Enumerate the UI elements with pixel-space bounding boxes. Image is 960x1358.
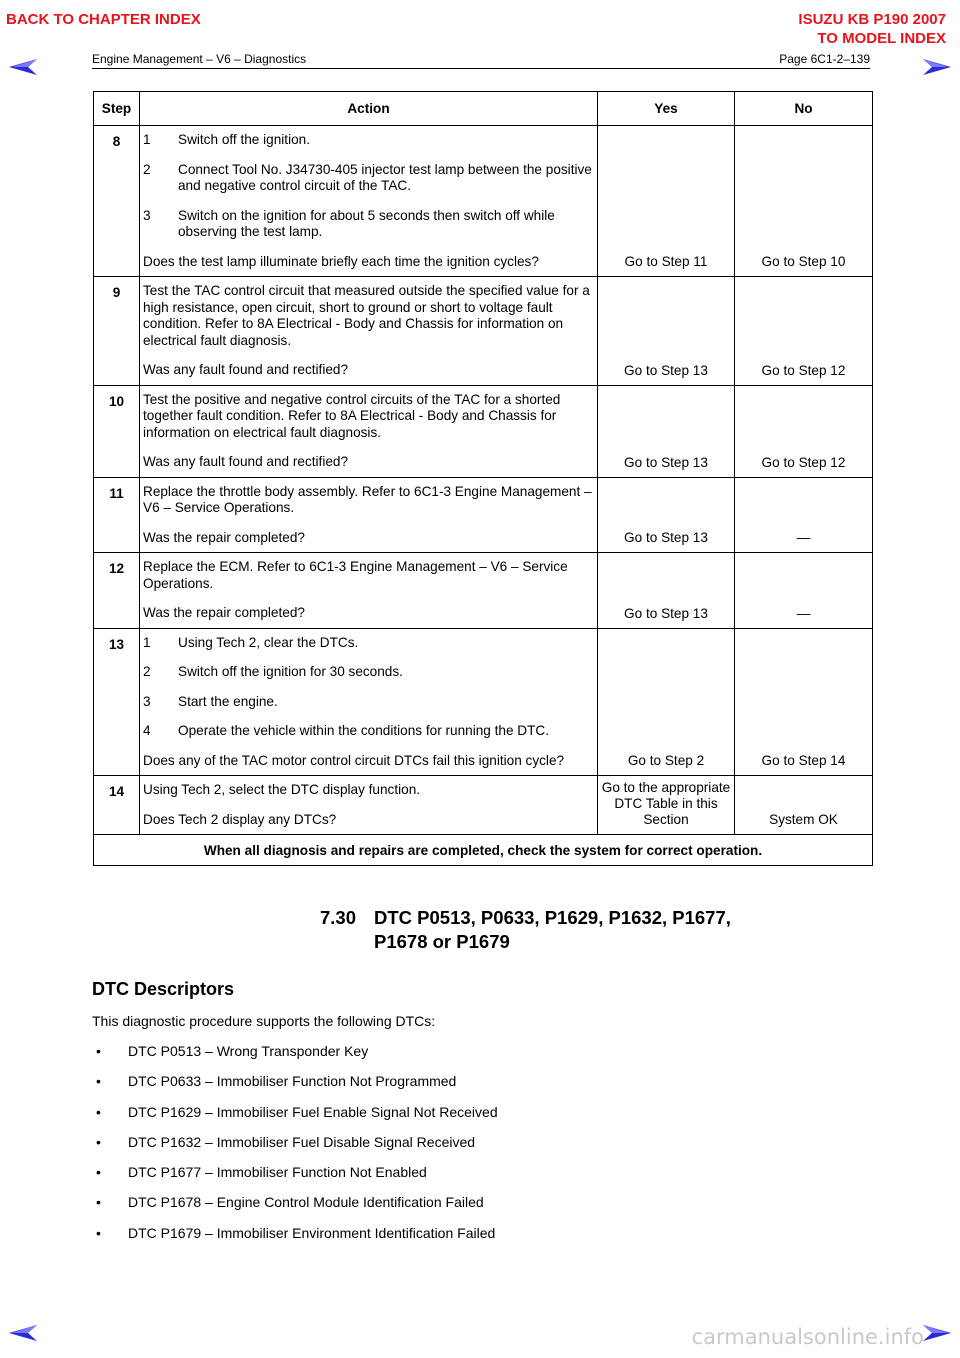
dtc-item-text: DTC P1632 – Immobiliser Fuel Disable Signal Received: [128, 1133, 476, 1150]
section-title-line1: DTC P0513, P0633, P1629, P1632, P1677,: [374, 907, 731, 928]
action-paragraph: Replace the throttle body assembly. Refer to 6C1-3 Engine Management – V6 – Service Operations.: [143, 483, 592, 515]
list-item: [92, 1104, 498, 1134]
bullet-icon: •: [96, 1133, 101, 1150]
item-number: 2: [143, 664, 151, 679]
list-item: [92, 1073, 498, 1103]
action-paragraph: Replace the ECM. Refer to 6C1-3 Engine Management – V6 – Service Operations.: [143, 559, 568, 591]
action-paragraph: Test the positive and negative control circuits of the TAC for a shorted together fault condition. Refer to 8A Electrical - Body and Chassis for information on electrical fault diagnosis.: [143, 391, 561, 440]
yes-result: Go to Step 13: [598, 385, 735, 477]
item-number: 3: [143, 207, 151, 223]
dtc-item-text: DTC P0513 – Wrong Transponder Key: [128, 1043, 369, 1059]
action-step-item: [143, 162, 593, 195]
dtc-item-text: DTC P1677 – Immobiliser Function Not Enabled: [128, 1164, 427, 1181]
action-paragraph: Using Tech 2, select the DTC display function.: [143, 782, 421, 797]
no-result: —: [735, 553, 873, 629]
item-text: Switch off the ignition.: [178, 132, 310, 147]
back-to-chapter-index-link[interactable]: BACK TO CHAPTER INDEX: [6, 11, 201, 28]
action-paragraph: Was the repair completed?: [143, 605, 305, 620]
table-row: [94, 553, 873, 629]
list-item: [92, 1134, 498, 1164]
action-cell: [140, 553, 598, 629]
arrow-right-icon[interactable]: [922, 58, 952, 76]
action-cell: [140, 385, 598, 477]
item-text: Switch off the ignition for 30 seconds.: [178, 664, 403, 679]
header-divider: [92, 68, 870, 69]
bullet-icon: •: [96, 1043, 101, 1059]
action-step-item: [143, 132, 593, 149]
dtc-descriptors-intro: This diagnostic procedure supports the following DTCs:: [92, 1013, 436, 1029]
yes-result: Go to Step 13: [598, 277, 735, 386]
list-item: [92, 1225, 498, 1255]
item-number: 4: [143, 723, 151, 738]
table-row: [94, 126, 873, 277]
step-number: 11: [94, 477, 140, 553]
action-step-item: [143, 723, 593, 740]
table-row: [94, 477, 873, 553]
model-title: ISUZU KB P190 2007: [798, 11, 946, 28]
list-item: [92, 1194, 498, 1224]
yes-result: Go to the appropriate DTC Table in this Section: [598, 776, 735, 835]
table-row: [94, 385, 873, 477]
item-text: Operate the vehicle within the conditions for running the DTC.: [178, 723, 550, 738]
item-number: 2: [143, 161, 151, 177]
bullet-icon: •: [96, 1073, 101, 1090]
dtc-list: [92, 1043, 498, 1255]
arrow-left-icon[interactable]: [8, 1324, 38, 1342]
table-footer-row: [94, 835, 873, 866]
step-number: 9: [94, 277, 140, 386]
column-header-yes: Yes: [598, 92, 735, 126]
item-number: 1: [143, 634, 151, 650]
no-result: Go to Step 12: [735, 277, 873, 386]
section-number: 7.30: [320, 907, 357, 928]
dtc-item-text: DTC P1678 – Engine Control Module Identification Failed: [128, 1194, 484, 1211]
item-text: Switch on the ignition for about 5 seconds then switch off while observing the test lamp.: [178, 207, 555, 239]
no-result: —: [735, 477, 873, 553]
yes-result: Go to Step 11: [598, 126, 735, 277]
dtc-descriptors-heading: DTC Descriptors: [92, 979, 235, 999]
action-cell: [140, 277, 598, 386]
action-paragraph: Does any of the TAC motor control circuit DTCs fail this ignition cycle?: [143, 752, 565, 768]
table-row: [94, 776, 873, 835]
model-index-link[interactable]: [798, 10, 946, 48]
diagnostic-table: [93, 91, 873, 866]
action-step-item: [143, 694, 593, 711]
item-number: 3: [143, 693, 151, 709]
item-text: Connect Tool No. J34730-405 injector test lamp between the positive and negative control circuit of the TAC.: [178, 161, 592, 193]
column-header-action: Action: [140, 92, 598, 126]
table-row: [94, 628, 873, 776]
list-item: [92, 1043, 498, 1073]
action-step-item: [143, 208, 593, 241]
dtc-item-text: DTC P1629 – Immobiliser Fuel Enable Signal Not Received: [128, 1103, 498, 1120]
action-cell: [140, 126, 598, 277]
no-result: Go to Step 12: [735, 385, 873, 477]
action-paragraph: Test the TAC control circuit that measured outside the specified value for a high resistance, open circuit, short to ground or short to voltage fault condition. Refer to 8A Electrical - Body and Chassis for information on electrical fault diagnosis.: [143, 283, 590, 348]
action-cell: [140, 776, 598, 835]
no-result: Go to Step 10: [735, 126, 873, 277]
action-paragraph: Was the repair completed?: [143, 529, 305, 545]
arrow-left-icon[interactable]: [8, 58, 38, 76]
bullet-icon: •: [96, 1103, 101, 1120]
step-number: 12: [94, 553, 140, 629]
step-number: 8: [94, 126, 140, 277]
bullet-icon: •: [96, 1224, 101, 1241]
action-paragraph: Does Tech 2 display any DTCs?: [143, 811, 337, 827]
action-step-item: [143, 664, 593, 681]
model-index-label[interactable]: TO MODEL INDEX: [817, 30, 946, 47]
header-page-number: Page 6C1-2–139: [779, 52, 870, 66]
arrow-right-icon[interactable]: [922, 1324, 952, 1342]
table-footer-note: When all diagnosis and repairs are completed, check the system for correct operation.: [94, 835, 873, 866]
item-text: Using Tech 2, clear the DTCs.: [178, 634, 359, 650]
yes-result: Go to Step 2: [598, 628, 735, 776]
step-number: 14: [94, 776, 140, 835]
table-header-row: [94, 92, 873, 126]
header-chapter-title: Engine Management – V6 – Diagnostics: [92, 52, 307, 66]
action-step-item: [143, 635, 593, 652]
list-item: [92, 1164, 498, 1194]
section-title: [320, 906, 731, 954]
step-number: 13: [94, 628, 140, 776]
no-result: Go to Step 14: [735, 628, 873, 776]
table-row: [94, 277, 873, 386]
action-paragraph: Does the test lamp illuminate briefly each time the ignition cycles?: [143, 253, 539, 269]
column-header-step: Step: [94, 92, 140, 126]
no-result: System OK: [735, 776, 873, 835]
section-title-line2: P1678 or P1679: [374, 931, 510, 952]
bullet-icon: •: [96, 1194, 101, 1211]
item-number: 1: [143, 132, 151, 147]
dtc-item-text: DTC P1679 – Immobiliser Environment Identification Failed: [128, 1224, 496, 1241]
action-cell: [140, 477, 598, 553]
action-paragraph: Was any fault found and rectified?: [143, 362, 349, 377]
item-text: Start the engine.: [178, 693, 278, 709]
action-cell: [140, 628, 598, 776]
yes-result: Go to Step 13: [598, 553, 735, 629]
action-paragraph: Was any fault found and rectified?: [143, 454, 349, 469]
watermark: carmanualsonline.info: [691, 1325, 924, 1349]
column-header-no: No: [735, 92, 873, 126]
bullet-icon: •: [96, 1164, 101, 1181]
yes-result: Go to Step 13: [598, 477, 735, 553]
step-number: 10: [94, 385, 140, 477]
dtc-item-text: DTC P0633 – Immobiliser Function Not Programmed: [128, 1073, 457, 1090]
